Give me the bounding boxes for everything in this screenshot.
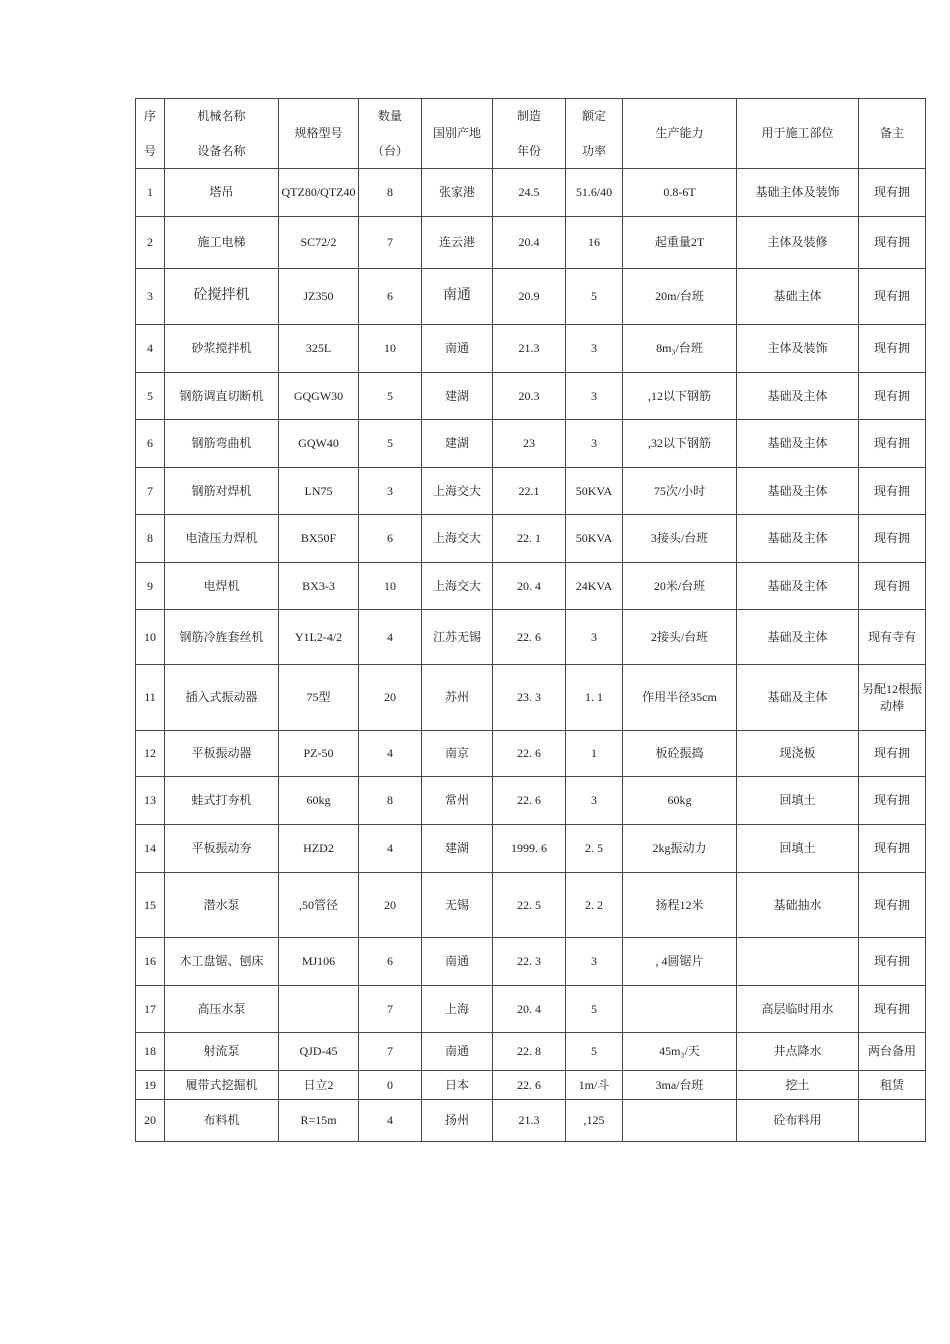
table-row — [136, 169, 926, 217]
header-top: 数量 — [377, 108, 402, 123]
table-cell: 射流泵 — [165, 1033, 279, 1071]
table-cell: 23 — [493, 420, 566, 468]
table-cell: 20.9 — [493, 269, 566, 325]
table-row — [136, 1071, 926, 1100]
table-cell: 砼搅拌机 — [165, 269, 279, 325]
header-top: 额定 — [581, 108, 606, 123]
table-cell: JZ350 — [279, 269, 359, 325]
table-cell: 21.3 — [493, 325, 566, 373]
table-cell: 布料机 — [165, 1100, 279, 1142]
table-cell: 南通 — [422, 325, 493, 373]
table-cell: 22. 5 — [493, 873, 566, 938]
table-cell: 租赁 — [859, 1071, 926, 1100]
table-cell: 7 — [359, 986, 422, 1033]
table-cell: 10 — [359, 325, 422, 373]
table-cell: 现有拥 — [859, 563, 926, 610]
table-cell: 平板振动器 — [165, 731, 279, 777]
table-cell: GQW40 — [279, 420, 359, 468]
table-cell: 10 — [359, 563, 422, 610]
table-cell — [859, 1100, 926, 1142]
table-cell: 5 — [359, 420, 422, 468]
table-cell: 20. 4 — [493, 563, 566, 610]
table-cell: 3 — [136, 269, 165, 325]
table-cell: 2kg振动力 — [623, 825, 737, 873]
table-cell: ,125 — [566, 1100, 623, 1142]
header-cell — [279, 99, 359, 169]
table-cell — [623, 1100, 737, 1142]
equipment-table — [135, 98, 926, 1142]
header-row — [136, 99, 926, 169]
table-cell: 8 — [359, 777, 422, 825]
header-bottom: （台） — [371, 144, 408, 159]
table-cell: 1 — [566, 731, 623, 777]
table-row — [136, 515, 926, 563]
table-cell: 连云港 — [422, 217, 493, 269]
table-cell: 22. 6 — [493, 1071, 566, 1100]
table-cell: 4 — [359, 1100, 422, 1142]
table-cell: 10 — [136, 610, 165, 665]
table-cell: 两台备用 — [859, 1033, 926, 1071]
table-cell: 20 — [136, 1100, 165, 1142]
table-cell: QJD-45 — [279, 1033, 359, 1071]
table-cell: 建湖 — [422, 373, 493, 420]
table-cell: 现有拥 — [859, 468, 926, 515]
table-cell: 上海交大 — [422, 515, 493, 563]
table-cell: 日立2 — [279, 1071, 359, 1100]
table-cell: 现有拥 — [859, 515, 926, 563]
table-cell: 0 — [359, 1071, 422, 1100]
header-top: 序 — [143, 108, 156, 123]
header-bottom: 年份 — [516, 144, 541, 159]
header-cell — [859, 99, 926, 169]
table-cell: 现有拥 — [859, 938, 926, 986]
table-cell: QTZ80/QTZ40 — [279, 169, 359, 217]
table-cell: 3接头/台班 — [623, 515, 737, 563]
table-cell: 5 — [566, 1033, 623, 1071]
table-cell: 另配12根振动棒 — [859, 665, 926, 731]
table-cell: 1. 1 — [566, 665, 623, 731]
table-cell: HZD2 — [279, 825, 359, 873]
table-cell: 7 — [359, 1033, 422, 1071]
table-cell: 8 — [359, 169, 422, 217]
table-cell: 3 — [566, 610, 623, 665]
header-top: 规格型号 — [294, 126, 343, 141]
table-row — [136, 731, 926, 777]
table-cell: 常州 — [422, 777, 493, 825]
table-cell: 南京 — [422, 731, 493, 777]
table-cell: 18 — [136, 1033, 165, 1071]
table-cell: 23. 3 — [493, 665, 566, 731]
table-cell: 20 — [359, 665, 422, 731]
table-cell: 电渣压力焊机 — [165, 515, 279, 563]
header-cell — [623, 99, 737, 169]
table-cell: 6 — [359, 515, 422, 563]
table-cell: 基础抽水 — [737, 873, 859, 938]
table-cell: 3 — [566, 325, 623, 373]
table-row — [136, 269, 926, 325]
table-cell: 电焊机 — [165, 563, 279, 610]
table-cell: 60kg — [279, 777, 359, 825]
table-cell: 回填土 — [737, 777, 859, 825]
table-cell: 井点降水 — [737, 1033, 859, 1071]
table-row — [136, 1033, 926, 1071]
table-cell: 6 — [359, 269, 422, 325]
table-cell: 2. 2 — [566, 873, 623, 938]
table-cell: 建湖 — [422, 825, 493, 873]
table-cell: 塔吊 — [165, 169, 279, 217]
table-cell: 1m/斗 — [566, 1071, 623, 1100]
table-cell: 11 — [136, 665, 165, 731]
header-bottom: 号 — [143, 144, 156, 159]
table-row — [136, 665, 926, 731]
table-cell: 7 — [136, 468, 165, 515]
table-cell: 22. 6 — [493, 731, 566, 777]
table-cell: 4 — [359, 610, 422, 665]
table-cell: 砼布料用 — [737, 1100, 859, 1142]
table-cell: 3 — [566, 373, 623, 420]
table-cell: 无锡 — [422, 873, 493, 938]
table-cell: 江苏无锡 — [422, 610, 493, 665]
table-cell: 基础及主体 — [737, 420, 859, 468]
table-cell: Y1L2-4/2 — [279, 610, 359, 665]
table-cell: 履带式挖掘机 — [165, 1071, 279, 1100]
table-cell: BX50F — [279, 515, 359, 563]
table-cell: 22. 6 — [493, 610, 566, 665]
table-cell: 基础及主体 — [737, 373, 859, 420]
table-cell: 平板振动夯 — [165, 825, 279, 873]
table-cell: 22. 1 — [493, 515, 566, 563]
header-top: 机械名称 — [197, 108, 246, 123]
table-cell: 现有寺有 — [859, 610, 926, 665]
table-cell: 板砼振捣 — [623, 731, 737, 777]
table-cell: 现有拥 — [859, 777, 926, 825]
table-cell: 蛙式打夯机 — [165, 777, 279, 825]
table-row — [136, 1100, 926, 1142]
table-cell: 51.6/40 — [566, 169, 623, 217]
table-cell: 20米/台班 — [623, 563, 737, 610]
table-cell: 基础主体 — [737, 269, 859, 325]
header-cell — [165, 99, 279, 169]
table-cell: 钢筋弯曲机 — [165, 420, 279, 468]
table-cell: 5 — [136, 373, 165, 420]
table-cell: 上海交大 — [422, 468, 493, 515]
header-top: 国别产地 — [432, 126, 481, 141]
header-cell — [359, 99, 422, 169]
table-cell: 9 — [136, 563, 165, 610]
table-row — [136, 468, 926, 515]
table-cell: 14 — [136, 825, 165, 873]
table-cell: 16 — [566, 217, 623, 269]
table-cell: 基础及主体 — [737, 665, 859, 731]
table-cell: 现有拥 — [859, 420, 926, 468]
table-cell: 3ma/台班 — [623, 1071, 737, 1100]
table-cell: 钢筋冷旌套丝机 — [165, 610, 279, 665]
table-cell: 基础主体及装饰 — [737, 169, 859, 217]
table-row — [136, 986, 926, 1033]
table-cell: 张家港 — [422, 169, 493, 217]
table-cell: 建湖 — [422, 420, 493, 468]
table-cell: 基础及主体 — [737, 610, 859, 665]
table-cell: 现有拥 — [859, 169, 926, 217]
table-row — [136, 610, 926, 665]
table-cell: 3 — [566, 777, 623, 825]
table-cell: 0.8-6T — [623, 169, 737, 217]
table-cell: 75次/小时 — [623, 468, 737, 515]
table-cell: 2 — [136, 217, 165, 269]
table-cell: 基础及主体 — [737, 515, 859, 563]
table-row — [136, 938, 926, 986]
table-cell: 5 — [566, 986, 623, 1033]
equipment-table-container — [135, 98, 926, 1142]
table-cell: 上海 — [422, 986, 493, 1033]
table-cell: BX3-3 — [279, 563, 359, 610]
table-cell: 高层临时用水 — [737, 986, 859, 1033]
table-cell: 8m₃/台班 — [623, 325, 737, 373]
table-cell: 22. 6 — [493, 777, 566, 825]
table-row — [136, 563, 926, 610]
table-cell: ,50管径 — [279, 873, 359, 938]
header-cell — [136, 99, 165, 169]
table-cell: 20 — [359, 873, 422, 938]
table-cell: 4 — [359, 825, 422, 873]
table-cell: 2接头/台班 — [623, 610, 737, 665]
table-cell: 高压水泵 — [165, 986, 279, 1033]
table-cell: 45m₃/天 — [623, 1033, 737, 1071]
table-cell: 挖土 — [737, 1071, 859, 1100]
table-cell: SC72/2 — [279, 217, 359, 269]
table-cell: 扬州 — [422, 1100, 493, 1142]
table-cell: 21.3 — [493, 1100, 566, 1142]
table-row — [136, 420, 926, 468]
table-cell — [737, 938, 859, 986]
table-cell: 作用半径35cm — [623, 665, 737, 731]
table-cell: 17 — [136, 986, 165, 1033]
table-cell: 潜水泵 — [165, 873, 279, 938]
table-cell: 4 — [136, 325, 165, 373]
header-top: 生产能力 — [655, 126, 704, 141]
header-cell — [737, 99, 859, 169]
table-cell: 钢筋调直切断机 — [165, 373, 279, 420]
table-cell: 现有拥 — [859, 373, 926, 420]
table-cell: 50KVA — [566, 468, 623, 515]
table-cell: 3 — [566, 420, 623, 468]
table-body — [136, 99, 926, 1142]
table-cell: 6 — [136, 420, 165, 468]
table-row — [136, 777, 926, 825]
table-cell — [279, 986, 359, 1033]
table-cell: 5 — [566, 269, 623, 325]
table-cell: 60kg — [623, 777, 737, 825]
table-cell: 现有拥 — [859, 873, 926, 938]
header-cell — [422, 99, 493, 169]
table-cell: 5 — [359, 373, 422, 420]
table-row — [136, 373, 926, 420]
table-cell: 主体及装修 — [737, 217, 859, 269]
table-cell — [623, 986, 737, 1033]
header-bottom: 功率 — [581, 144, 606, 159]
table-cell: 22. 3 — [493, 938, 566, 986]
table-row — [136, 873, 926, 938]
table-cell: 4 — [359, 731, 422, 777]
table-cell: 15 — [136, 873, 165, 938]
table-cell: 6 — [359, 938, 422, 986]
table-cell: 现有拥 — [859, 825, 926, 873]
table-row — [136, 825, 926, 873]
table-cell: 3 — [359, 468, 422, 515]
table-cell: 现有拥 — [859, 986, 926, 1033]
table-cell: 20m/台班 — [623, 269, 737, 325]
table-cell: 基础及主体 — [737, 563, 859, 610]
table-cell: 回填土 — [737, 825, 859, 873]
table-cell: 3 — [566, 938, 623, 986]
table-cell: 南通 — [422, 269, 493, 325]
table-cell: 7 — [359, 217, 422, 269]
table-cell: 50KVA — [566, 515, 623, 563]
table-cell: LN75 — [279, 468, 359, 515]
header-cell — [493, 99, 566, 169]
table-cell: 苏州 — [422, 665, 493, 731]
table-cell: 主体及装饰 — [737, 325, 859, 373]
table-row — [136, 217, 926, 269]
table-cell: 现浇板 — [737, 731, 859, 777]
table-cell: 24KVA — [566, 563, 623, 610]
table-cell: 日本 — [422, 1071, 493, 1100]
table-cell: 20.3 — [493, 373, 566, 420]
table-cell: 20. 4 — [493, 986, 566, 1033]
table-cell: 起重量2T — [623, 217, 737, 269]
table-cell: 钢筋对焊机 — [165, 468, 279, 515]
header-cell — [566, 99, 623, 169]
table-cell: 现有拥 — [859, 325, 926, 373]
header-top: 备主 — [879, 126, 904, 141]
header-top: 用于施工部位 — [761, 126, 834, 141]
table-row — [136, 325, 926, 373]
table-cell: 砂浆搅拌机 — [165, 325, 279, 373]
table-cell: 现有拥 — [859, 269, 926, 325]
table-cell: 南通 — [422, 1033, 493, 1071]
table-cell: 现有拥 — [859, 731, 926, 777]
table-cell: 2. 5 — [566, 825, 623, 873]
table-cell: ,12以下钢筋 — [623, 373, 737, 420]
table-cell: R=15m — [279, 1100, 359, 1142]
table-cell: 22.1 — [493, 468, 566, 515]
table-cell: 22. 8 — [493, 1033, 566, 1071]
table-cell: 13 — [136, 777, 165, 825]
table-cell: 8 — [136, 515, 165, 563]
table-cell: 木工盘锯、刨床 — [165, 938, 279, 986]
table-cell: ,32以下钢筋 — [623, 420, 737, 468]
table-cell: 20.4 — [493, 217, 566, 269]
table-cell: 扬程12米 — [623, 873, 737, 938]
table-cell: 24.5 — [493, 169, 566, 217]
table-cell: 现有拥 — [859, 217, 926, 269]
table-cell: MJ106 — [279, 938, 359, 986]
header-top: 制造 — [516, 108, 541, 123]
table-cell: 12 — [136, 731, 165, 777]
table-cell: 插入式振动器 — [165, 665, 279, 731]
table-cell: 基础及主体 — [737, 468, 859, 515]
table-cell: 施工电梯 — [165, 217, 279, 269]
table-cell: 16 — [136, 938, 165, 986]
table-cell: 1 — [136, 169, 165, 217]
header-bottom: 设备名称 — [197, 144, 246, 159]
table-cell: 19 — [136, 1071, 165, 1100]
table-cell: GQGW30 — [279, 373, 359, 420]
table-cell: 南通 — [422, 938, 493, 986]
table-cell: 1999. 6 — [493, 825, 566, 873]
table-cell: 75型 — [279, 665, 359, 731]
table-cell: , 4圆锯片 — [623, 938, 737, 986]
table-cell: PZ-50 — [279, 731, 359, 777]
table-cell: 上海交大 — [422, 563, 493, 610]
table-cell: 325L — [279, 325, 359, 373]
